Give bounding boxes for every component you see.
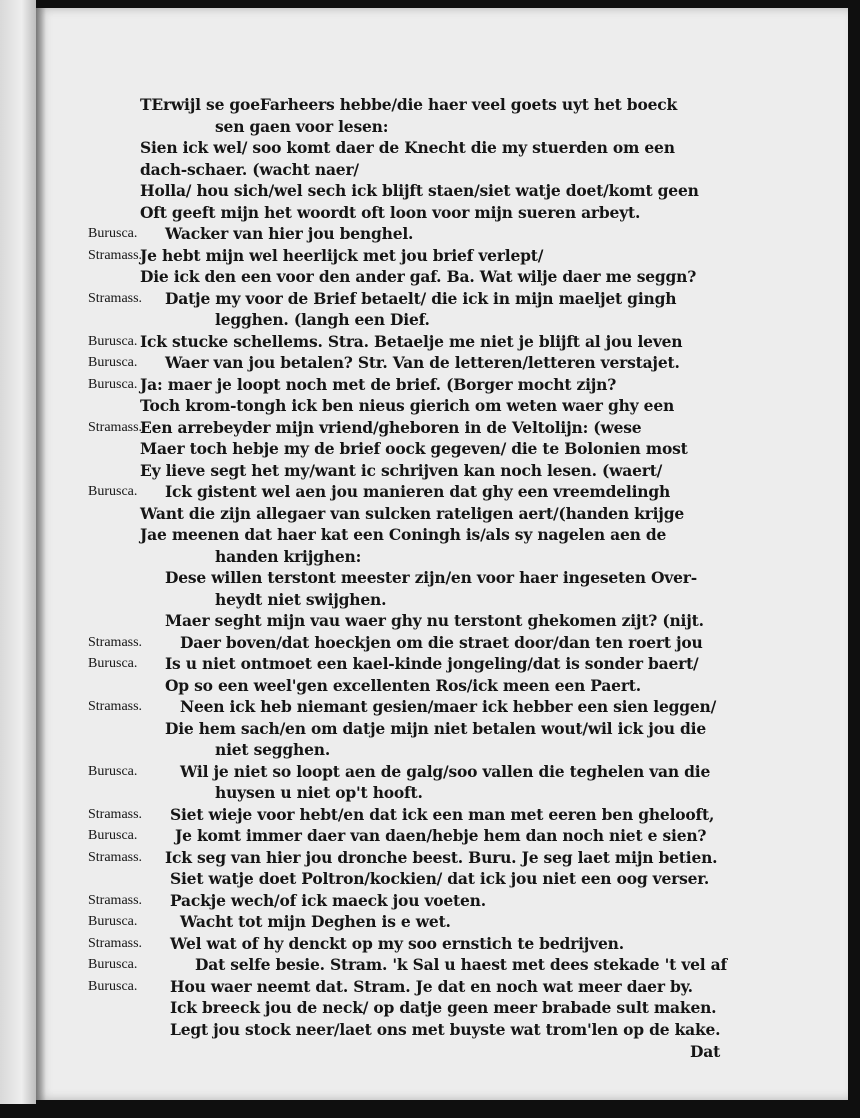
text-line: Dat (690, 1042, 721, 1061)
text-line: heydt niet swijghen. (215, 590, 387, 609)
text-line: legghen. (langh een Dief. (215, 310, 430, 329)
text-line: Packje wech/of ick maeck jou voeten. (170, 891, 486, 910)
speaker-label: Burusca. (88, 957, 138, 972)
text-line: Je hebt mijn wel heerlijck met jou brief verlept/ (140, 246, 544, 265)
speaker-label: Stramass. (88, 893, 143, 908)
text-line: Jae meenen dat haer kat een Coningh is/als sy nagelen aen de (140, 525, 667, 544)
text-line: Wil je niet so loopt aen de galg/soo vallen die teghelen van die (180, 762, 711, 781)
speaker-label: Burusca. (88, 334, 138, 349)
speaker-label: Burusca. (88, 377, 138, 392)
speaker-label: Stramass. (88, 850, 143, 865)
text-line: Legt jou stock neer/laet ons met buyste wat trom'len op de kake. (170, 1020, 721, 1039)
text-line: Ja: maer je loopt noch met de brief. (Borger mocht zijn? (140, 375, 617, 394)
text-line: dach-schaer. (wacht naer/ (140, 160, 359, 179)
text-line: Op so een weel'gen excellenten Ros/ick meen een Paert. (165, 676, 641, 695)
text-line: Waer van jou betalen? Str. Van de letteren/letteren verstajet. (165, 353, 680, 372)
speaker-label: Stramass. (88, 807, 143, 822)
text-line: sen gaen voor lesen: (215, 117, 389, 136)
text-line: Siet wieje voor hebt/en dat ick een man met eeren ben ghelooft, (170, 805, 715, 824)
text-line: Ick gistent wel aen jou manieren dat ghy een vreemdelingh (165, 482, 671, 501)
text-line: TErwijl se goeFarheers hebbe/die haer veel goets uyt het boeck (140, 95, 678, 114)
text-line: Siet watje doet Poltron/kockien/ dat ick jou niet een oog verser. (170, 869, 710, 888)
text-line: Holla/ hou sich/wel sech ick blijft staen/siet watje doet/komt geen (140, 181, 699, 200)
text-line: Want die zijn allegaer van sulcken rateligen aert/(handen krijge (140, 504, 685, 523)
facing-page-edge (0, 0, 36, 1104)
text-line: Neen ick heb niemant gesien/maer ick hebber een sien leggen/ (180, 697, 717, 716)
text-line: Wacker van hier jou benghel. (165, 224, 414, 243)
text-line: Maer toch hebje my de brief oock gegeven/ die te Bolonien most (140, 439, 688, 458)
speaker-label: Stramass. (88, 248, 143, 263)
text-line: Daer boven/dat hoeckjen om die straet door/dan ten roert jou (180, 633, 703, 652)
text-line: Een arrebeyder mijn vriend/gheboren in de Veltolijn: (wese (140, 418, 642, 437)
text-line: Sien ick wel/ soo komt daer de Knecht die my stuerden om een (140, 138, 675, 157)
speaker-label: Burusca. (88, 484, 138, 499)
speaker-label: Burusca. (88, 828, 138, 843)
speaker-label: Stramass. (88, 699, 143, 714)
text-line: Ick stucke schellems. Stra. Betaelje me niet je blijft al jou leven (140, 332, 683, 351)
text-line: Ick breeck jou de neck/ op datje geen meer brabade sult maken. (170, 998, 717, 1017)
text-line: Wel wat of hy denckt op my soo ernstich te bedrijven. (170, 934, 624, 953)
speaker-label: Stramass. (88, 420, 143, 435)
text-line: Hou waer neemt dat. Stram. Je dat en noch wat meer daer by. (170, 977, 693, 996)
text-line: Wacht tot mijn Deghen is e wet. (180, 912, 451, 931)
text-line: huysen u niet op't hooft. (215, 783, 423, 802)
speaker-label: Burusca. (88, 355, 138, 370)
text-line: Je komt immer daer van daen/hebje hem dan noch niet e sien? (175, 826, 707, 845)
text-line: Die hem sach/en om datje mijn niet betalen wout/wil ick jou die (165, 719, 707, 738)
speaker-label: Stramass. (88, 936, 143, 951)
text-line: niet segghen. (215, 740, 331, 759)
text-line: Oft geeft mijn het woordt oft loon voor mijn sueren arbeyt. (140, 203, 641, 222)
speaker-label: Burusca. (88, 764, 138, 779)
text-line: Ey lieve segt het my/want ic schrijven kan noch lesen. (waert/ (140, 461, 663, 480)
text-line: Dat selfe besie. Stram. 'k Sal u haest met dees stekade 't vel af (195, 955, 727, 974)
speaker-label: Burusca. (88, 979, 138, 994)
text-line: Ick seg van hier jou dronche beest. Buru. Je seg laet mijn betien. (165, 848, 718, 867)
speaker-label: Stramass. (88, 635, 143, 650)
speaker-label: Burusca. (88, 914, 138, 929)
book-page (36, 8, 848, 1100)
text-line: Is u niet ontmoet een kael-kinde jongeling/dat is sonder baert/ (165, 654, 699, 673)
speaker-label: Stramass. (88, 291, 143, 306)
text-line: Datje my voor de Brief betaelt/ die ick in mijn maeljet gingh (165, 289, 677, 308)
speaker-label: Burusca. (88, 226, 138, 241)
text-block (36, 8, 848, 1100)
text-line: Die ick den een voor den ander gaf. Ba. Wat wilje daer me seggn? (140, 267, 697, 286)
text-line: handen krijghen: (215, 547, 362, 566)
text-line: Dese willen terstont meester zijn/en voor haer ingeseten Over- (165, 568, 697, 587)
text-line: Maer seght mijn vau waer ghy nu terstont ghekomen zijt? (nijt. (165, 611, 704, 630)
speaker-label: Burusca. (88, 656, 138, 671)
text-line: Toch krom-tongh ick ben nieus gierich om weten waer ghy een (140, 396, 675, 415)
